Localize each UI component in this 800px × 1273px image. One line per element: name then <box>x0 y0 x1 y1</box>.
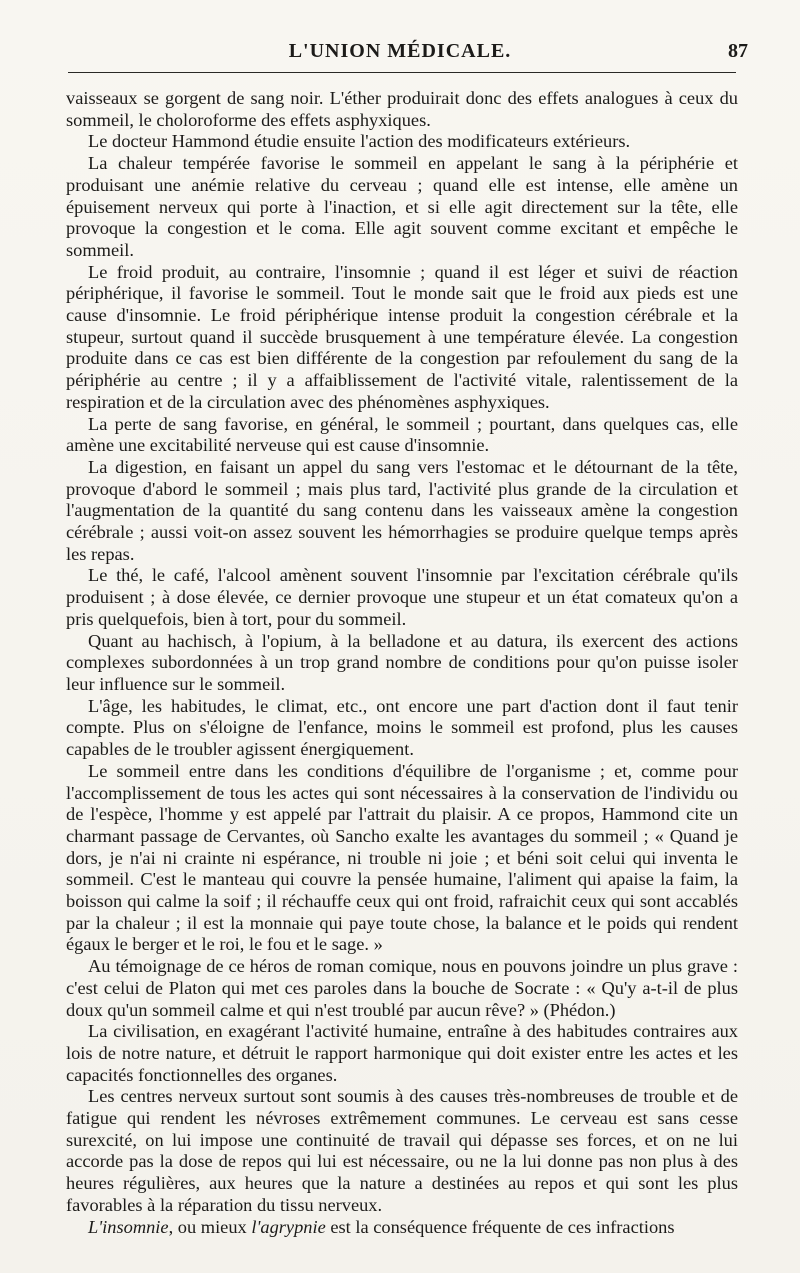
text-run: , ou mieux <box>168 1216 252 1237</box>
paragraph: Quant au hachisch, à l'opium, à la belladone et au datura, ils exercent des actions complexes subordonnées à un trop grand nombre de conditions pour qu'on puisse isoler leur influence sur le sommeil. <box>66 630 738 694</box>
term-agrypnie: l'agrypnie <box>251 1216 326 1237</box>
paragraph: L'âge, les habitudes, le climat, etc., ont encore une part d'action dont il faut tenir compte. Plus on s'éloigne de l'enfance, moins le sommeil est profond, plus les causes capables de le troubler agissent énergiquement. <box>66 695 738 760</box>
paragraph: Le thé, le café, l'alcool amènent souvent l'insomnie par l'excitation cérébrale qu'ils produisent ; à dose élevée, ce dernier provoque une stupeur et un état comateux qu'on a pris quelquefois, bien à tort, pour du sommeil. <box>66 565 738 629</box>
paragraph: La digestion, en faisant un appel du sang vers l'estomac et le détournant de la tête, provoque d'abord le sommeil ; mais plus tard, l'activité plus grande de la circulation et l'augmentation de la quantité du sang contenu dans les vaisseaux amène la congestion cérébrale ; aussi voit-on assez souvent les hémorrhagies se produire quelque temps après les repas. <box>66 456 738 564</box>
paragraph: Le sommeil entre dans les conditions d'équilibre de l'organisme ; et, comme pour l'accomplissement de tous les actes qui sont nécessaires à la conservation de l'individu ou de l'espèce, l'homme y est appelé par l'attrait du plaisir. A ce propos, Hammond cite un charmant passage de Cervantes, où Sancho exalte les avantages du sommeil ; « Quand je dors, je n'ai ni crainte ni espérance, ni trouble ni joie ; et béni soit celui qui inventa le sommeil. C'est le manteau qui couvre la pensée humaine, l'aliment qui apaise la faim, la boisson qui calme la soif ; il réchauffe ceux qui ont froid, rafraichit ceux qui sont accablés par la chaleur ; il est la monnaie qui paye toute chose, la balance et le poids qui rendent égaux le berger et le roi, le fou et le sage. » <box>66 760 738 955</box>
text-run: est la conséquence fréquente de ces infractions <box>325 1216 675 1237</box>
body-text <box>66 88 738 1238</box>
running-head <box>0 40 800 70</box>
paragraph: Le froid produit, au contraire, l'insomnie ; quand il est léger et suivi de réaction périphérique, il favorise le sommeil. Tout le monde sait que le froid aux pieds est une cause d'insomnie. Le froid périphérique intense produit la congestion cérébrale et la stupeur, surtout quand il succède brusquement à une température élevée. La congestion produite dans ce cas est bien différente de la congestion par refoulement du sang de la périphérie au centre ; il y a affaiblissement de l'activité vitale, ralentissement de la respiration et de la circulation avec des phénomènes asphyxiques. <box>66 261 738 412</box>
term-insomnie: L'insomnie <box>88 1216 169 1237</box>
paragraph: Le docteur Hammond étudie ensuite l'action des modificateurs extérieurs. <box>88 131 631 152</box>
paragraph-last <box>66 1217 738 1239</box>
paragraph: La civilisation, en exagérant l'activité humaine, entraîne à des habitudes contraires aux lois de notre nature, et détruit le rapport harmonique qui doit exister entre les actes et les capacités fonctionnelles des organes. <box>66 1021 738 1085</box>
paragraph: Au témoignage de ce héros de roman comique, nous en pouvons joindre un plus grave : c'est celui de Platon qui met ces paroles dans la bouche de Socrate : « Qu'y a-t-il de plus doux qu'un sommeil calme et qui n'est troublé par aucun rêve? » (Phédon.) <box>66 956 738 1020</box>
paragraph: vaisseaux se gorgent de sang noir. L'éther produirait donc des effets analogues à ceux du sommeil, le choloroforme des effets asphyxiques. <box>66 88 738 130</box>
page-number: 87 <box>728 40 748 62</box>
header-rule <box>68 72 736 73</box>
paragraph: La chaleur tempérée favorise le sommeil en appelant le sang à la périphérie et produisant une anémie relative du cerveau ; quand elle est intense, elle amène un épuisement nerveux qui porte à l'inaction, et si elle agit directement sur la tête, elle provoque la congestion et le coma. Elle agit souvent comme excitant et empêche le sommeil. <box>66 153 738 260</box>
paragraph: La perte de sang favorise, en général, le sommeil ; pourtant, dans quelques cas, elle amène une excitabilité nerveuse qui est cause d'insomnie. <box>66 413 738 456</box>
running-title: L'UNION MÉDICALE. <box>288 40 512 62</box>
paragraph: Les centres nerveux surtout sont soumis à des causes très-nombreuses de trouble et de fatigue qui rendent les névroses extrêmement communes. Le cerveau est sans cesse surexcité, on lui impose une continuité de travail qui dépasse ses forces, et on ne lui accorde pas la dose de repos qui lui est nécessaire, ou ne la lui donne pas non plus à des heures régulières, aux heures que la nature a destinées au repos et qui sont les plus favorables à la réparation du tissu nerveux. <box>66 1086 738 1215</box>
